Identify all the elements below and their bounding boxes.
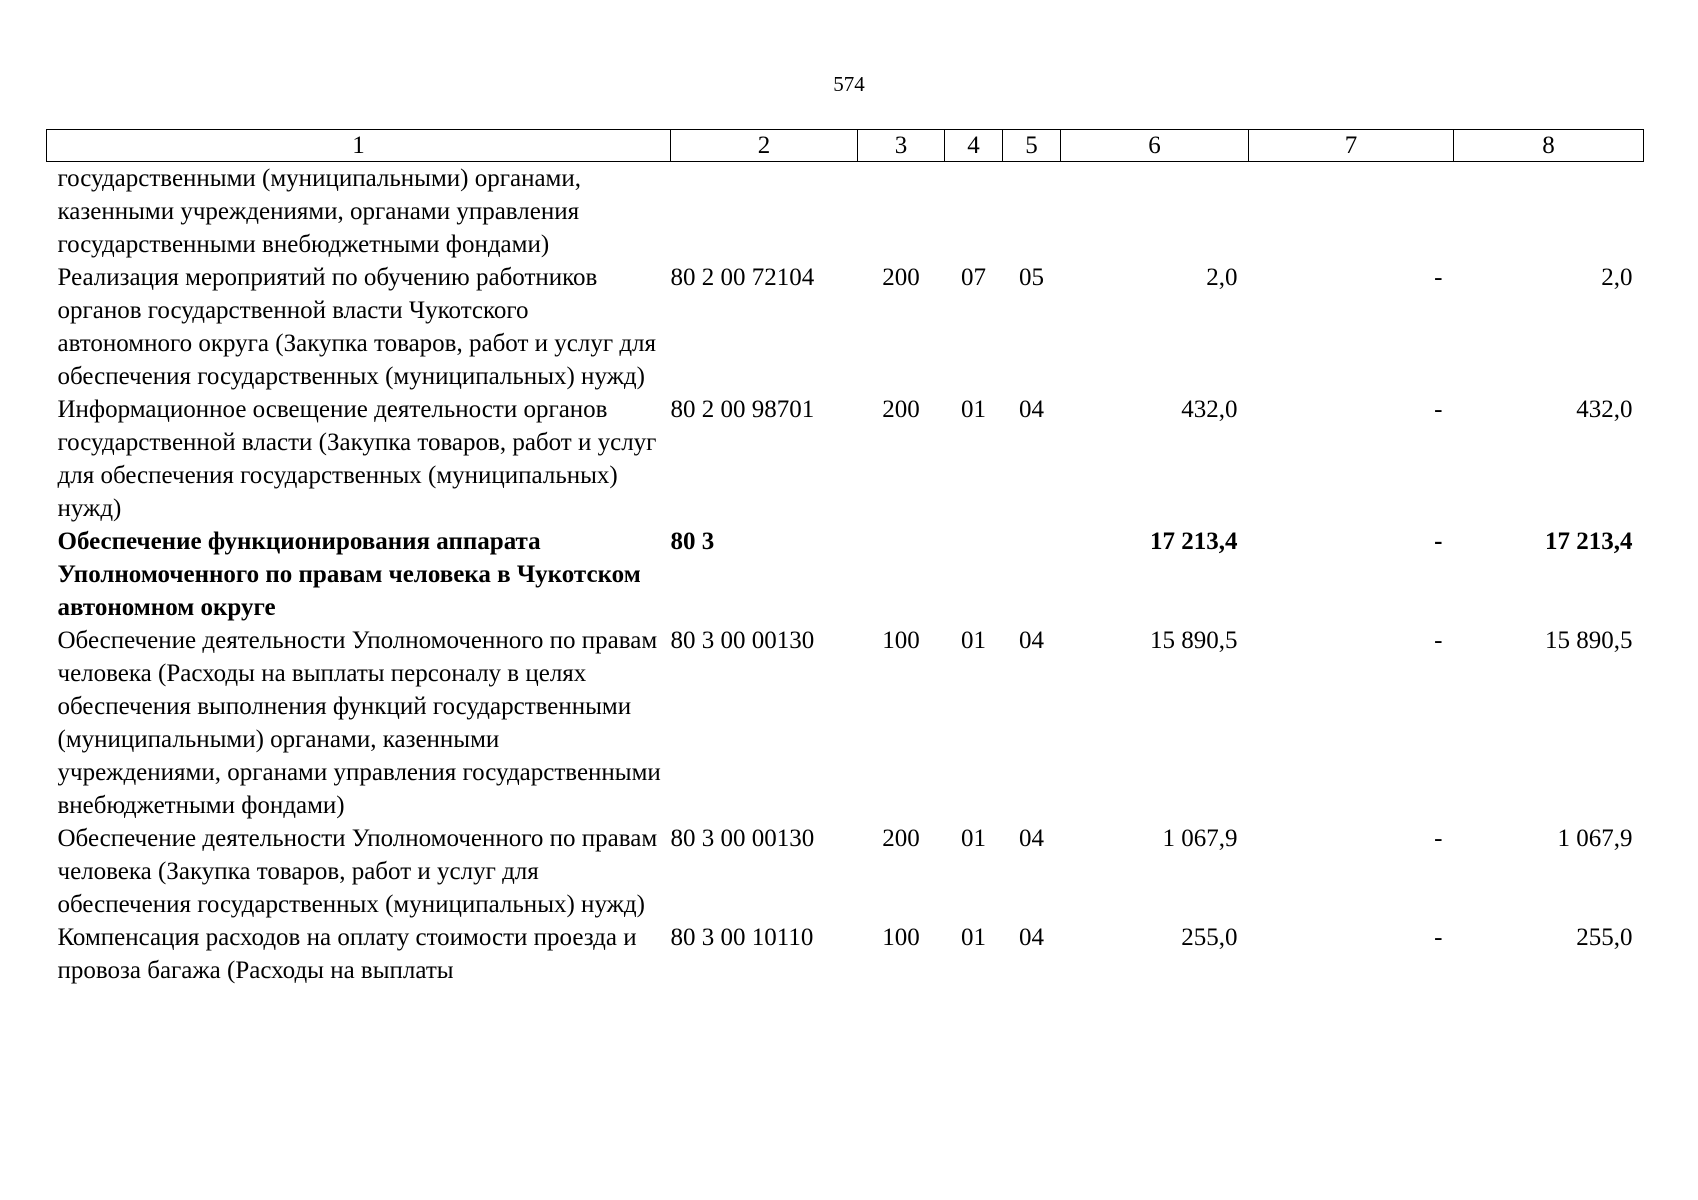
amount-col-8-cell: 432,0	[1576, 396, 1633, 423]
amount-col-6-cell: 15 890,5	[1150, 627, 1238, 654]
subsection-cell: 04	[1019, 924, 1044, 951]
table-body	[47, 162, 1644, 988]
table-row	[47, 525, 1644, 624]
header-col-5: 5	[1003, 130, 1061, 162]
row-name-cell: Обеспечение деятельности Уполномоченного по правам человека (Закупка товаров, работ и услуг для обеспечения государственных (муниципальных) нужд)	[57, 825, 658, 918]
row-name-cell: Компенсация расходов на оплату стоимости проезда и провоза багажа (Расходы на выплаты	[57, 924, 637, 984]
table-row	[47, 261, 1644, 393]
section-cell: 01	[961, 924, 986, 951]
header-col-8: 8	[1454, 130, 1644, 162]
row-name-cell: Информационное освещение деятельности органов государственной власти (Закупка товаров, работ и услуг для обеспечения государственных (муниципальных) нужд)	[57, 396, 657, 522]
header-col-2: 2	[671, 130, 858, 162]
amount-col-6-cell: 255,0	[1181, 924, 1238, 951]
target-code-cell: 80 3 00 00130	[670, 825, 815, 852]
table-header	[47, 130, 1644, 162]
section-cell: 07	[961, 264, 986, 291]
subsection-cell: 04	[1019, 627, 1044, 654]
amount-col-7-cell	[1249, 162, 1454, 262]
amount-col-7-cell: -	[1434, 825, 1443, 852]
expense-type-cell: 200	[882, 825, 920, 852]
page-number: 574	[833, 72, 865, 96]
section-cell	[945, 525, 1003, 624]
expense-type-cell: 200	[882, 264, 920, 291]
header-col-4: 4	[945, 130, 1003, 162]
section-cell: 01	[961, 396, 986, 423]
amount-col-7-cell: -	[1434, 264, 1443, 291]
amount-col-6-cell: 17 213,4	[1150, 528, 1238, 555]
header-col-1: 1	[47, 130, 671, 162]
table-row	[47, 393, 1644, 525]
row-name-cell: Обеспечение функционирования аппарата Уполномоченного по правам человека в Чукотском автономном округе	[57, 528, 641, 621]
subsection-cell: 04	[1019, 396, 1044, 423]
budget-table-container	[46, 129, 1643, 987]
header-col-3: 3	[858, 130, 945, 162]
row-name-cell: государственными (муниципальными) органами, казенными учреждениями, органами управления государственными внебюджетными фондами)	[57, 165, 581, 258]
amount-col-6-cell	[1061, 162, 1249, 262]
section-cell: 01	[961, 825, 986, 852]
section-cell	[945, 162, 1003, 262]
expense-type-cell	[858, 525, 945, 624]
header-col-6: 6	[1061, 130, 1249, 162]
expense-type-cell: 200	[882, 396, 920, 423]
row-name-cell: Реализация мероприятий по обучению работников органов государственной власти Чукотского автономного округа (Закупка товаров, работ и услуг для обеспечения государственных (муниципальных) нужд)	[57, 264, 657, 390]
amount-col-6-cell: 1 067,9	[1162, 825, 1238, 852]
target-code-cell: 80 2 00 72104	[670, 264, 815, 291]
amount-col-6-cell: 432,0	[1181, 396, 1238, 423]
expense-type-cell: 100	[882, 627, 920, 654]
row-name-cell: Обеспечение деятельности Уполномоченного по правам человека (Расходы на выплаты персоналу в целях обеспечения выполнения функций государственными (муниципальными) органами, казенными учреждениями, органами управления государственными внебюджетными фондами)	[57, 627, 661, 819]
target-code-cell: 80 3 00 00130	[670, 627, 815, 654]
table-row	[47, 921, 1644, 987]
table-row	[47, 624, 1644, 822]
subsection-cell	[1003, 162, 1061, 262]
section-cell: 01	[961, 627, 986, 654]
table-row	[47, 822, 1644, 921]
amount-col-7-cell: -	[1434, 627, 1443, 654]
amount-col-7-cell: -	[1434, 924, 1443, 951]
subsection-cell	[1003, 525, 1061, 624]
target-code-cell: 80 3 00 10110	[670, 924, 814, 951]
table-row	[47, 162, 1644, 262]
subsection-cell: 05	[1019, 264, 1044, 291]
amount-col-8-cell: 2,0	[1601, 264, 1633, 291]
amount-col-8-cell: 17 213,4	[1545, 528, 1633, 555]
amount-col-8-cell: 1 067,9	[1557, 825, 1633, 852]
budget-table	[46, 129, 1644, 987]
amount-col-8-cell	[1454, 162, 1644, 262]
amount-col-8-cell: 255,0	[1576, 924, 1633, 951]
target-code-cell: 80 2 00 98701	[670, 396, 815, 423]
expense-type-cell	[858, 162, 945, 262]
target-code-cell	[671, 162, 858, 262]
header-row	[47, 130, 1644, 162]
target-code-cell: 80 3	[670, 528, 715, 555]
header-col-7: 7	[1249, 130, 1454, 162]
amount-col-6-cell: 2,0	[1206, 264, 1238, 291]
amount-col-7-cell: -	[1434, 396, 1443, 423]
amount-col-8-cell: 15 890,5	[1545, 627, 1633, 654]
subsection-cell: 04	[1019, 825, 1044, 852]
expense-type-cell: 100	[882, 924, 920, 951]
amount-col-7-cell: -	[1434, 528, 1443, 555]
